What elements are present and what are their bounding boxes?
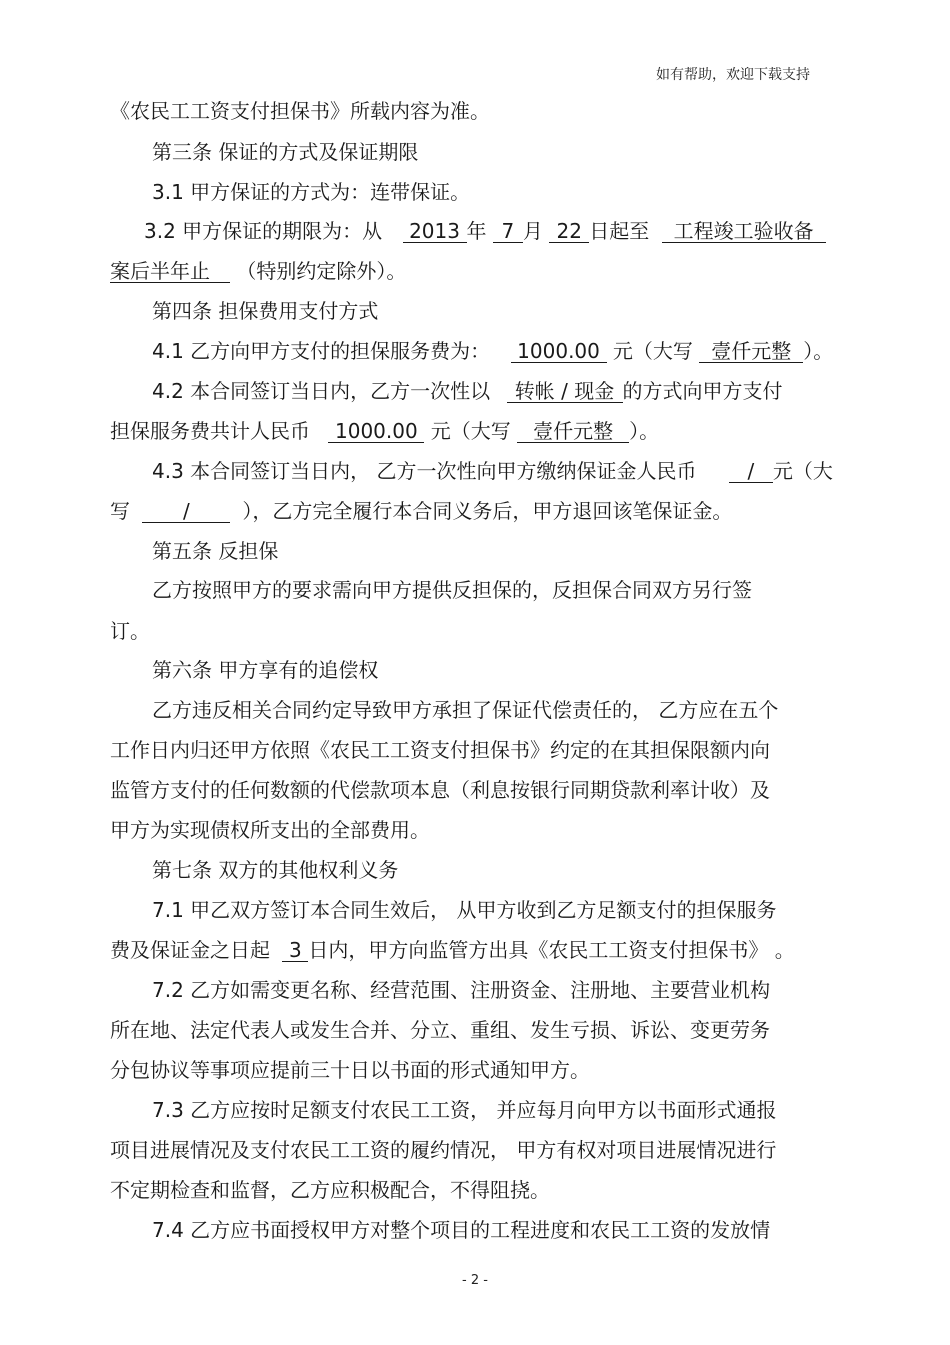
paragraph-line: 7.4 乙方应书面授权甲方对整个项目的工程进度和农民工工资的发放情 [152, 1218, 771, 1242]
paragraph-line [152, 378, 783, 404]
section-heading-3: 第三条 保证的方式及保证期限 [152, 140, 419, 164]
filled-blank-fee: 1000.00 [511, 340, 607, 363]
text: 3.2 甲方保证的期限为：从 [144, 219, 383, 243]
paragraph-line [152, 458, 833, 484]
paragraph-line: 工作日内归还甲方依照《农民工工资支付担保书》约定的在其担保限额内向 [110, 738, 770, 762]
text: 4.1 乙方向甲方支付的担保服务费为： [152, 339, 491, 363]
paragraph-line [110, 258, 406, 284]
paragraph-line [152, 338, 833, 364]
filled-blank-fee-total: 1000.00 [328, 420, 424, 443]
filled-blank-day: 22 [549, 220, 589, 243]
text: 写 [110, 499, 130, 523]
paragraph-line: 7.2 乙方如需变更名称、经营范围、注册资金、注册地、主要营业机构 [152, 978, 771, 1002]
paragraph-line [110, 937, 795, 963]
paragraph-line: 乙方按照甲方的要求需向甲方提供反担保的，反担保合同双方另行签 [152, 578, 752, 602]
text: 担保服务费共计人民币 [110, 419, 310, 443]
text: ），乙方完全履行本合同义务后，甲方退回该笔保证金。 [242, 499, 733, 523]
text: 4.2 本合同签订当日内，乙方一次性以 [152, 379, 491, 403]
filled-blank-deposit-words: / [142, 500, 230, 523]
paragraph-line: 7.1 甲乙双方签订本合同生效后， 从甲方收到乙方足额支付的担保服务 [152, 898, 777, 922]
paragraph-line: 7.3 乙方应按时足额支付农民工工资， 并应每月向甲方以书面形式通报 [152, 1098, 777, 1122]
paragraph-line: 订。 [110, 619, 150, 643]
paragraph-line [110, 418, 659, 444]
text: 4.3 本合同签订当日内， 乙方一次性向甲方缴纳保证金人民币 [152, 459, 697, 483]
text: ）。 [803, 339, 834, 363]
section-heading-7: 第七条 双方的其他权利义务 [152, 858, 399, 882]
paragraph-line: 《农民工工资支付担保书》所载内容为准。 [110, 99, 490, 123]
text: 费及保证金之日起 [110, 938, 270, 962]
filled-blank-end-date-cont: 案后半年止 [110, 260, 230, 283]
paragraph-line: 乙方违反相关合同约定导致甲方承担了保证代偿责任的， 乙方应在五个 [152, 698, 779, 722]
text: 元（大写 [430, 419, 511, 443]
filled-blank-fee-words: 壹仟元整 [699, 340, 803, 363]
paragraph-line [110, 498, 732, 524]
paragraph-line: 不定期检查和监督，乙方应积极配合，不得阻挠。 [110, 1178, 550, 1202]
text: 元（大写 [612, 339, 693, 363]
text: 日内，甲方向监管方出具《农民工工资支付担保书》 。 [308, 938, 795, 962]
paragraph-line: 项目进展情况及支付农民工工资的履约情况， 甲方有权对项目进展情况进行 [110, 1138, 777, 1162]
text: 元（大 [772, 459, 833, 483]
text: 日起至 [589, 219, 650, 243]
page-number: - 2 - [462, 1273, 488, 1288]
text: ）。 [629, 419, 660, 443]
text: 年 [466, 219, 487, 243]
filled-blank-deposit: / [729, 460, 773, 483]
paragraph-line: 监管方支付的任何数额的代偿款项本息（利息按银行同期贷款利率计收）及 [110, 778, 770, 802]
filled-blank-payment-method: 转帐 / 现金 [507, 380, 623, 403]
section-heading-4: 第四条 担保费用支付方式 [152, 299, 379, 323]
paragraph-line: 3.1 甲方保证的方式为：连带保证。 [152, 180, 471, 204]
filled-blank-end-date: 工程竣工验收备 [662, 220, 826, 243]
filled-blank-year: 2013 [403, 220, 467, 243]
paragraph-line [144, 218, 826, 244]
filled-blank-month: 7 [493, 220, 523, 243]
text: 的方式向甲方支付 [622, 379, 783, 403]
page-header: 如有帮助，欢迎下载支持 [656, 67, 810, 83]
paragraph-line: 分包协议等事项应提前三十日以书面的形式通知甲方。 [110, 1058, 590, 1082]
section-heading-5: 第五条 反担保 [152, 539, 279, 563]
text: 月 [522, 219, 543, 243]
paragraph-line: 甲方为实现债权所支出的全部费用。 [110, 818, 430, 842]
text: （特别约定除外）。 [236, 259, 407, 283]
filled-blank-days: 3 [282, 939, 308, 962]
paragraph-line: 所在地、法定代表人或发生合并、分立、重组、发生亏损、诉讼、变更劳务 [110, 1018, 770, 1042]
section-heading-6: 第六条 甲方享有的追偿权 [152, 658, 379, 682]
filled-blank-fee-total-words: 壹仟元整 [517, 420, 629, 443]
